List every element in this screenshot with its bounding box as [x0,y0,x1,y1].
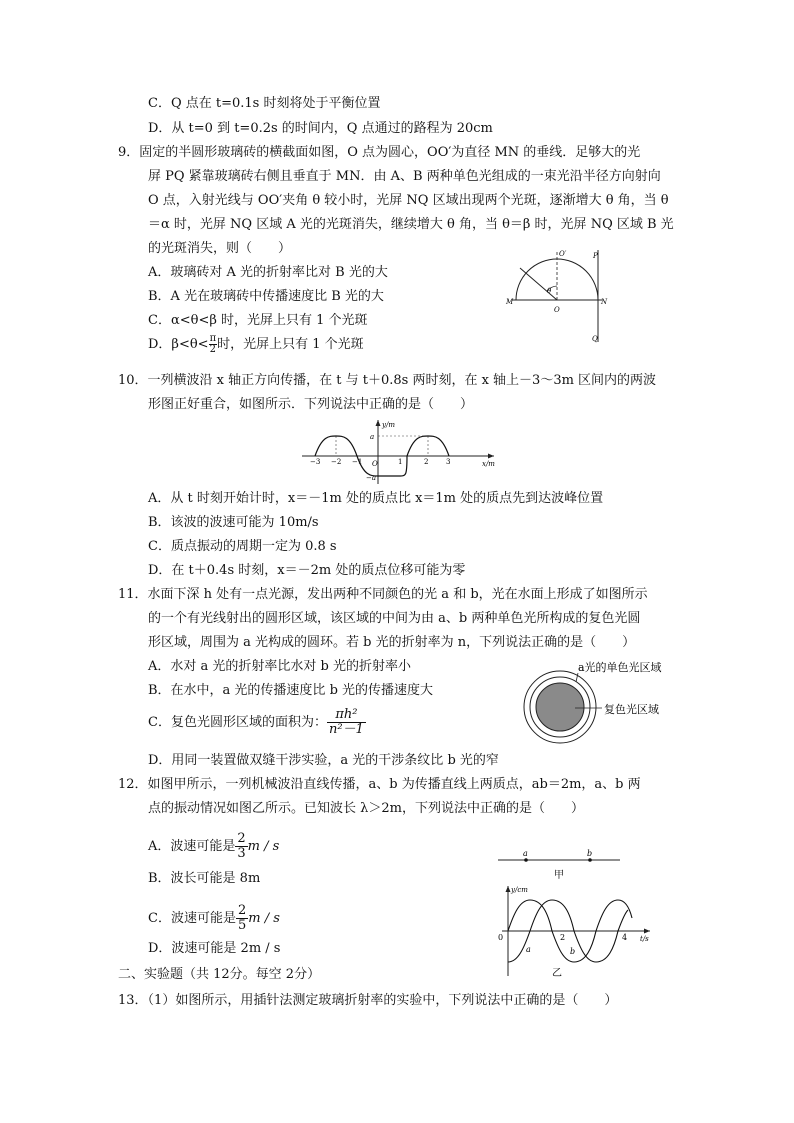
curve-a-label: a [526,945,531,954]
q9-stem-line: 9．固定的半圆形玻璃砖的横截面如图，O 点为圆心，OO′为直径 MN 的垂线．足够大的光 [118,145,641,160]
q12-option-d: D．波速可能是 2m / s [148,941,281,956]
label-o-prime: O′ [559,250,567,258]
t4-label: 4 [622,933,628,942]
q9-stem-line: 的光斑消失，则（ ） [148,241,292,256]
q13-stem: 13．（1）如图所示，用插针法测定玻璃折射率的实验中，下列说法中正确的是（ ） [118,993,618,1008]
q9-stem-line: O 点，入射光线与 OO′夹角 θ 较小时，光屏 NQ 区域出现两个光斑，逐渐增大 θ 角，当 θ [148,193,669,208]
tick-label: −3 [310,458,321,466]
vib-y-label: y/cm [511,886,528,894]
tick-label: 2 [424,458,429,466]
origin-label: O [372,460,378,468]
ring-label: a光的单色光区域 [578,661,662,674]
tick-label: 3 [446,458,451,466]
q12-option-b: B．波长可能是 8m [148,871,261,886]
q9-stem-line: ＝α 时，光屏 NQ 区域 A 光的光斑消失，继续增大 θ 角，当 θ＝β 时，光屏 NQ 区域 B 光 [148,217,674,232]
figure-yi-label: 乙 [552,968,562,979]
q11-stem-line: 11．水面下深 h 处有一点光源，发出两种不同颜色的光 a 和 b，光在水面上形成了如图所示 [118,587,648,602]
q9-semicircle-figure [502,246,612,346]
q12-stem-line: 12．如图甲所示，一列机械波沿直线传播，a、b 为传播直线上两质点，ab＝2m，a、b 两 [118,777,641,792]
q10-stem-line: 形图正好重合，如图所示．下列说法中正确的是（ ） [148,397,474,412]
label-n: N [601,298,608,306]
point-a-dot [524,858,528,862]
q9-option-b: B．A 光在玻璃砖中传播速度比 B 光的大 [148,289,384,304]
q9-stem-line: 屏 PQ 紧靠玻璃砖右侧且垂直于 MN．由 A、B 两种单色光组成的一束光沿半径方向射向 [148,169,661,184]
vib-t-label: t/s [640,935,649,943]
amplitude-label: a [370,433,375,441]
label-m: M [506,298,514,306]
section-2-title: 二、实验题（共 12分。每空 2分） [118,967,321,982]
q11-option-c: C．复色光圆形区域的面积为： $\frac{\text{πh²}}{\text{n²－1}}$ [148,707,364,737]
q10-option-b: B．该波的波速可能为 10m/s [148,515,319,530]
q10-option-d: D．在 t＋0.4s 时刻，x＝－2m 处的质点位移可能为零 [148,563,466,578]
core-label: 复色光区域 [604,703,659,716]
label-theta: θ [547,287,552,295]
q8-option-c: C．Q 点在 t=0.1s 时刻将处于平衡位置 [148,96,381,111]
tick-label: −1 [352,458,363,466]
q12-option-c: C．波速可能是 $\frac{2}{5}$ m / s [148,903,280,933]
vib-t-axis-arrow [644,929,650,934]
q12-option-a: A．波速可能是 $\frac{2}{3}$ m / s [148,831,280,861]
q9-option-d: D．β<θ< $\frac{\pi}{2}$ 时，光屏上只有 1 个光斑 [148,333,364,355]
q10-option-a: A．从 t 时刻开始计时，x＝－1m 处的质点比 x＝1m 处的质点先到达波峰位置 [148,491,604,506]
q11-option-a: A．水对 a 光的折射率比水对 b 光的折射率小 [148,659,411,674]
q10-option-c: C．质点振动的周期一定为 0.8 s [148,539,337,554]
neg-amplitude-label: −a [366,474,377,482]
q11-option-b: B．在水中，a 光的传播速度比 b 光的传播速度大 [148,683,434,698]
q12-stem-line: 点的振动情况如图乙所示。已知波长 λ＞2m，下列说法中正确的是（ ） [148,801,584,816]
label-p: P [593,252,598,260]
curve-b-label: b [570,947,576,956]
q12-vibration-figure [490,848,660,980]
q10-wave-figure [298,418,498,486]
y-axis-arrow [376,420,381,426]
core-circle [536,683,584,731]
q11-option-d: D．用同一装置做双缝干涉实验，a 光的干涉条纹比 b 光的窄 [148,753,499,768]
tick-label: −2 [331,458,342,466]
q9-option-a: A．玻璃砖对 A 光的折射率比对 B 光的大 [148,265,388,280]
y-axis-label: y/m [382,421,395,429]
vib-y-axis-arrow [506,886,511,892]
q9-option-c: C．α<θ<β 时，光屏上只有 1 个光斑 [148,313,368,328]
t2-label: 2 [560,933,566,942]
q11-stem-line: 的一个有光线射出的圆形区域，该区域的中间为由 a、b 两种单色光所构成的复色光圆 [148,611,641,626]
point-b-dot [588,858,592,862]
q11-light-circle-figure [510,652,710,748]
incident-ray [520,268,557,300]
figure-jia-label: 甲 [554,870,564,881]
t0-label: 0 [498,933,504,942]
label-q: Q [592,335,598,343]
q11-stem-line: 形区域，周围为 a 光构成的圆环。若 b 光的折射率为 n，下列说法正确的是（ ） [148,635,636,650]
q8-option-d: D．从 t=0 到 t=0.2s 的时间内，Q 点通过的路程为 20cm [148,121,493,136]
point-b-label: b [587,849,593,858]
label-o: O [554,306,560,314]
point-a-label: a [523,849,528,858]
x-axis-label: x/m [482,460,495,468]
q10-stem-line: 10．一列横波沿 x 轴正方向传播，在 t 与 t＋0.8s 两时刻，在 x 轴上－3～3m 区间内的两波 [118,373,657,388]
tick-label: 1 [398,458,403,466]
x-axis-arrow [488,454,494,459]
